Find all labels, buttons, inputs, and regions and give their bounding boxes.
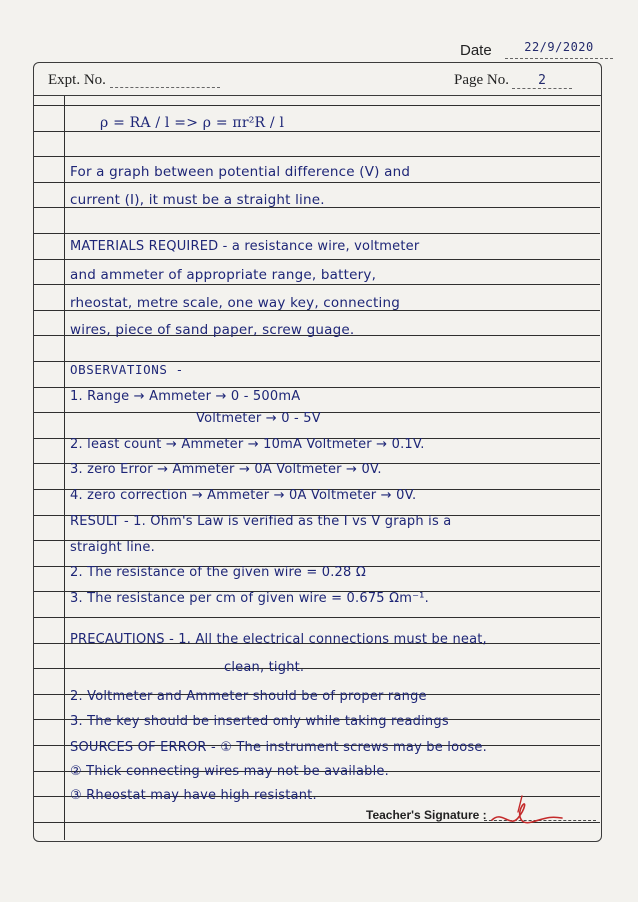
- ruled-line: [34, 105, 600, 106]
- ruled-line: [34, 617, 600, 618]
- text-line: 3. The key should be inserted only while taking readings: [70, 714, 449, 729]
- text-line: MATERIALS REQUIRED - a resistance wire, voltmeter: [70, 239, 420, 254]
- text-line: ② Thick connecting wires may not be available.: [70, 764, 389, 779]
- text-line: straight line.: [70, 540, 155, 555]
- text-line: rheostat, metre scale, one way key, connecting: [70, 295, 400, 311]
- expt-no-label: Expt. No.: [48, 72, 106, 88]
- date-label: Date: [460, 42, 492, 59]
- text-line: ③ Rheostat may have high resistant.: [70, 788, 317, 803]
- text-line: clean, tight.: [224, 660, 305, 675]
- ruled-line: [34, 284, 600, 285]
- text-line: For a graph between potential difference (V) and: [70, 164, 411, 180]
- page-no-label: Page No.: [454, 72, 509, 88]
- text-line: current (I), it must be a straight line.: [70, 192, 325, 208]
- header-row: [34, 63, 601, 96]
- text-line: Voltmeter → 0 - 5V: [196, 411, 321, 426]
- page-no-value: 2: [512, 73, 572, 89]
- date-value: 22/9/2020: [505, 40, 613, 59]
- text-line: and ammeter of appropriate range, battery,: [70, 267, 377, 283]
- expt-no-field: [48, 72, 220, 89]
- text-line: SOURCES OF ERROR - ① The instrument screws may be loose.: [70, 740, 487, 755]
- text-line: 2. The resistance of the given wire = 0.28 Ω: [70, 565, 366, 580]
- signature-mark: [488, 792, 568, 832]
- ruled-line: [34, 259, 600, 260]
- section-heading: OBSERVATIONS -: [70, 362, 184, 377]
- text-line: 2. Voltmeter and Ammeter should be of proper range: [70, 689, 427, 704]
- text-line: PRECAUTIONS - 1. All the electrical connections must be neat,: [70, 632, 487, 647]
- ruled-line: [34, 668, 600, 669]
- date-field: [460, 40, 620, 62]
- text-line: wires, piece of sand paper, screw guage.: [70, 322, 355, 338]
- ruled-line: [34, 156, 600, 157]
- text-line: 2. least count → Ammeter → 10mA Voltmeter → 0.1V.: [70, 437, 425, 452]
- text-line: RESULT - 1. Ohm's Law is verified as the I vs V graph is a: [70, 514, 452, 529]
- expt-no-blank: [110, 73, 220, 88]
- text-line: 3. The resistance per cm of given wire = 0.675 Ωm⁻¹.: [70, 591, 429, 606]
- page-no-field: [454, 72, 572, 89]
- ruled-line: [34, 233, 600, 234]
- ruled-line: [34, 182, 600, 183]
- text-line: 1. Range → Ammeter → 0 - 500mA: [70, 389, 301, 404]
- teacher-signature-label: Teacher's Signature :: [366, 808, 487, 822]
- ruled-line: [34, 387, 600, 388]
- text-line: 3. zero Error → Ammeter → 0A Voltmeter → 0V.: [70, 462, 382, 477]
- formula-line: ρ = RA / l => ρ = πr²R / l: [100, 115, 285, 131]
- ruled-line: [34, 131, 600, 132]
- text-line: 4. zero correction → Ammeter → 0A Voltmeter → 0V.: [70, 488, 417, 503]
